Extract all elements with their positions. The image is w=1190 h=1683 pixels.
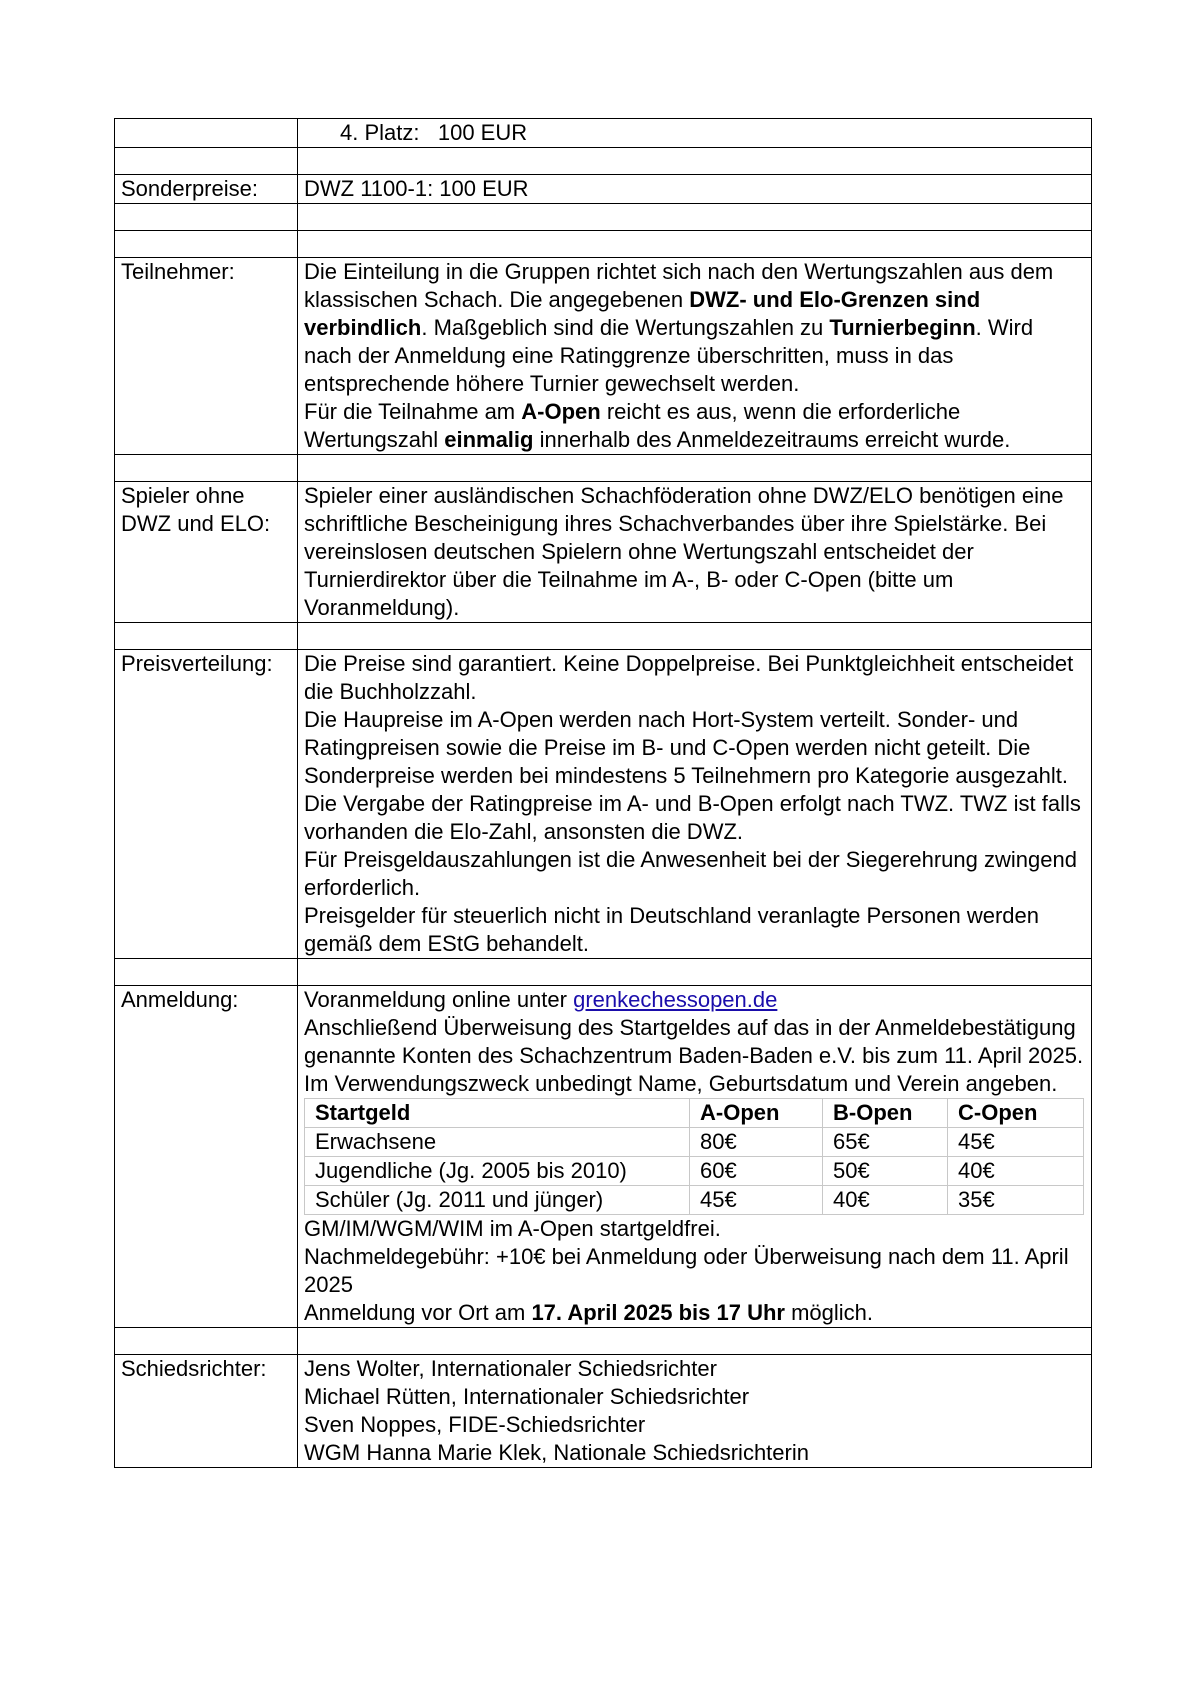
spacer-row [115, 455, 1092, 482]
fee-row [305, 1186, 1084, 1215]
fee-header: B-Open [823, 1099, 948, 1128]
entry-fee-table [304, 1098, 1084, 1215]
teilnehmer-label: Teilnehmer: [115, 258, 298, 455]
schiedsrichter-label: Schiedsrichter: [115, 1355, 298, 1468]
fee-category: Erwachsene [305, 1128, 690, 1157]
spacer-row [115, 231, 1092, 258]
table-row [115, 258, 1092, 455]
fee-value: 65€ [823, 1128, 948, 1157]
fee-category: Schüler (Jg. 2011 und jünger) [305, 1186, 690, 1215]
spacer-row [115, 1328, 1092, 1355]
paragraph: Die Vergabe der Ratingpreise im A- und B-Open erfolgt nach TWZ. TWZ ist falls vorhanden die Elo-Zahl, ansonsten die DWZ. [304, 791, 1081, 844]
spacer-row [115, 959, 1092, 986]
anmeldung-label: Anmeldung: [115, 986, 298, 1328]
sonderpreise-label: Sonderpreise: [115, 175, 298, 204]
registration-link[interactable]: grenkechessopen.de [573, 987, 778, 1012]
bold-text: Turnierbeginn [829, 315, 976, 340]
tournament-info-table [114, 118, 1092, 1468]
bold-text: 17. April 2025 bis 17 Uhr [531, 1300, 785, 1325]
arbiter-name: Michael Rütten, Internationaler Schiedsrichter [304, 1384, 750, 1409]
fee-value: 50€ [823, 1157, 948, 1186]
fee-row [305, 1128, 1084, 1157]
fee-header: Startgeld [305, 1099, 690, 1128]
fee-category: Jugendliche (Jg. 2005 bis 2010) [305, 1157, 690, 1186]
spacer-row [115, 204, 1092, 231]
bold-text: A-Open [521, 399, 601, 424]
fee-header: C-Open [948, 1099, 1084, 1128]
table-row [115, 482, 1092, 623]
fee-header-row [305, 1099, 1084, 1128]
spacer-row [115, 148, 1092, 175]
anmeldung-text: Voranmeldung online unter grenkechessopen.de Anschließend Überweisung des Startgeldes auf das in der Anmeldebestätigung genannte Konten des Schachzentrum Baden-Baden e.V. bis zum 11. April 2025. Im Verwendungszweck unbedingt Name, Geburtsdatum und Verein angeben. Startgeld A-Open B-Open C-Open Erwachsene 80€ 65€ 45€ Jugendliche (Jg. 2005 bis 2010) 60€ 50€ 40€ Schüler (Jg. 2011 und jünger) 45€ 40€ 35€ GM/IM/WGM/WIM im A-Open startgeldfrei. Nachmeldegebühr: +10€ bei Anmeldung oder Überweisung nach dem 11. April 2025 Anmeldung vor Ort am 17. April 2025 bis 17 Uhr möglich. [298, 986, 1092, 1328]
spacer-row [115, 623, 1092, 650]
paragraph: Die Preise sind garantiert. Keine Doppelpreise. Bei Punktgleichheit entscheidet die Buchholzzahl. [304, 651, 1074, 704]
arbiter-name: Jens Wolter, Internationaler Schiedsrichter [304, 1356, 717, 1381]
place-number: 4. [340, 120, 359, 145]
fee-row [305, 1157, 1084, 1186]
bold-text: einmalig [444, 427, 534, 452]
sonderpreise-value: DWZ 1100-1: 100 EUR [298, 175, 1092, 204]
table-row [115, 1355, 1092, 1468]
table-row [115, 175, 1092, 204]
paragraph: Die Haupreise im A-Open werden nach Hort-System verteilt. Sonder- und Ratingpreisen sowie die Preise im B- und C-Open werden nicht geteilt. Die Sonderpreise werden bei mindestens 5 Teilnehmern pro Kategorie ausgezahlt. [304, 707, 1068, 788]
table-row [115, 119, 1092, 148]
arbiter-name: WGM Hanna Marie Klek, Nationale Schiedsrichterin [304, 1440, 809, 1465]
paragraph: Preisgelder für steuerlich nicht in Deutschland veranlagte Personen werden gemäß dem EStG behandelt. [304, 903, 1039, 956]
bold-text: DWZ- und Elo-Grenzen sind verbindlich [304, 287, 981, 340]
label-cell [115, 119, 298, 148]
fee-value: 60€ [690, 1157, 823, 1186]
paragraph: GM/IM/WGM/WIM im A-Open startgeldfrei. [304, 1216, 721, 1241]
teilnehmer-text: Die Einteilung in die Gruppen richtet sich nach den Wertungszahlen aus dem klassischen Schach. Die angegebenen DWZ- und Elo-Grenzen sind verbindlich. Maßgeblich sind die Wertungszahlen zu Turnierbeginn. Wird nach der Anmeldung eine Ratinggrenze überschritten, muss in das entsprechende höhere Turnier gewechselt werden. Für die Teilnahme am A-Open reicht es aus, wenn die erforderliche Wertungszahl einmalig innerhalb des Anmeldezeitraums erreicht wurde. [298, 258, 1092, 455]
fee-value: 45€ [948, 1128, 1084, 1157]
preisverteilung-text [298, 650, 1092, 959]
schiedsrichter-list [298, 1355, 1092, 1468]
arbiter-name: Sven Noppes, FIDE-Schiedsrichter [304, 1412, 646, 1437]
table-row [115, 986, 1092, 1328]
fee-value: 40€ [948, 1157, 1084, 1186]
table-row [115, 650, 1092, 959]
ohne-dwz-label: Spieler ohne DWZ und ELO: [115, 482, 298, 623]
ohne-dwz-text: Spieler einer ausländischen Schachföderation ohne DWZ/ELO benötigen eine schriftliche Bescheinigung ihres Schachverbandes über ihre Spielstärke. Bei vereinslosen deutschen Spielern ohne Wertungszahl entscheidet der Turnierdirektor über die Teilnahme im A-, B- oder C-Open (bitte um Voranmeldung). [298, 482, 1092, 623]
place-label: Platz: [364, 120, 420, 145]
fee-value: 40€ [823, 1186, 948, 1215]
paragraph: Für Preisgeldauszahlungen ist die Anwesenheit bei der Siegerehrung zwingend erforderlich. [304, 847, 1077, 900]
fee-value: 35€ [948, 1186, 1084, 1215]
paragraph: Nachmeldegebühr: +10€ bei Anmeldung oder Überweisung nach dem 11. April 2025 [304, 1244, 1069, 1297]
preisverteilung-label: Preisverteilung: [115, 650, 298, 959]
prize-place-cell [298, 119, 1092, 148]
place-amount: 100 EUR [437, 120, 528, 145]
fee-value: 80€ [690, 1128, 823, 1157]
fee-header: A-Open [690, 1099, 823, 1128]
fee-value: 45€ [690, 1186, 823, 1215]
paragraph: Anschließend Überweisung des Startgeldes auf das in der Anmeldebestätigung genannte Konten des Schachzentrum Baden-Baden e.V. bis zum 11. April 2025. Im Verwendungszweck unbedingt Name, Geburtsdatum und Verein angeben. [304, 1015, 1084, 1096]
